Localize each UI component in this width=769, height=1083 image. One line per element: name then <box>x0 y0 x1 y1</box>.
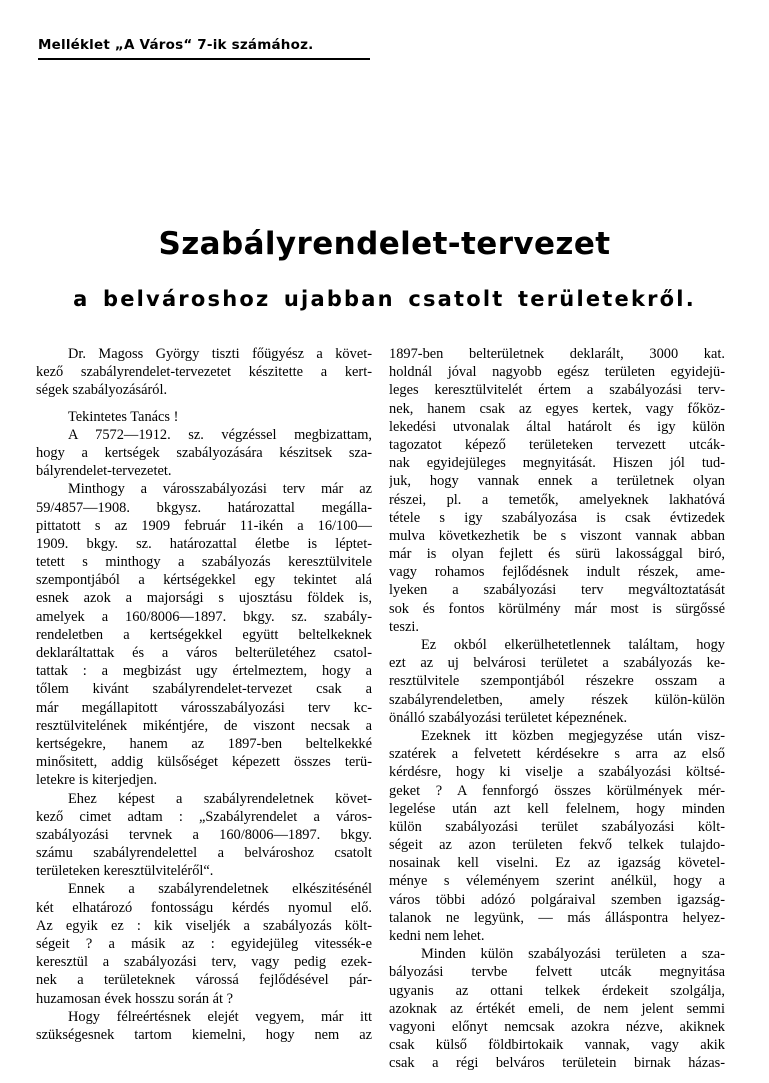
text-line: tétele s igy szabályozása is csak évtizedek <box>389 509 725 526</box>
text-line: Ehez képest a szabályrendeletnek követ- <box>68 790 372 807</box>
text-line: már is olyan fejlett és sürü lakossággal biró, <box>389 546 725 563</box>
text-line: szabályozási tervnek a 160/8006—1897. bkgy. <box>36 826 372 843</box>
text-line: ezt az uj belvárosi területet a szabályozás ke- <box>389 655 725 672</box>
page-header: Melléklet „A Város“ 7-ik számához. <box>38 37 370 60</box>
text-line: szükségesnek tartom kiemelni, hogy nem az <box>36 1026 372 1043</box>
text-line: bályozási tervbe felvett utcák megnyitása <box>389 964 725 981</box>
text-line: talanok ne legyünk, — más álláspontra helyez- <box>389 909 725 926</box>
text-line: Ezeknek itt közben megjegyzése után visz- <box>421 727 725 744</box>
text-line: szabályrendeletben, amely részek külön-külön <box>389 691 725 708</box>
text-line: 1897-ben belterületnek deklarált, 3000 kat. <box>389 346 725 362</box>
text-line: deklaráltattak és a város belterületéhez csatol- <box>36 645 372 661</box>
text-line: Az egyik ez : kik viseljék a szabályozás költ- <box>36 917 372 934</box>
text-line: vagy rohamos fejlődésnek indult részek, ame- <box>389 564 725 581</box>
text-line: ugyanis az ottani telkek érdekeit szolgálja, <box>389 982 725 999</box>
text-line: már megállapitott városszabályozási terv kc- <box>36 699 372 716</box>
text-line: kező szabályrendelet-tervezetet készitette a kert- <box>36 364 372 381</box>
text-line: lekedési utvonalak által határolt és igy külön <box>389 418 725 435</box>
text-line: két elhatározó fontosságu kérdés nyomul elő. <box>36 899 372 916</box>
text-line: holdnál jóval nagyobb egész területen egyidejü- <box>389 364 725 381</box>
text-line: önálló szabályozási területet képeznének. <box>389 709 628 726</box>
text-line: teszi. <box>389 618 419 635</box>
text-line: sok és fontos körülmény már most is sürgőssé <box>389 600 725 617</box>
text-line: kedni nem lehet. <box>389 928 485 944</box>
text-line: ménye s véleményem szerint anélkül, hogy a <box>389 873 725 890</box>
text-line: nak egyidejüleges megnyitását. Hiszen jól tud- <box>389 455 725 472</box>
text-line: számu szabályrendelettel a belvároshoz csatolt <box>36 845 372 862</box>
text-line: kertségekre, hanem az 1897-ben beltelkekké <box>36 735 372 752</box>
text-line: Ennek a szabályrendeletnek elkészitésénél <box>68 881 372 898</box>
text-line: ségeit ? a másik az : egyidejüleg vitessék-e <box>36 936 372 952</box>
text-line: A 7572—1912. sz. végzéssel megbizattam, <box>68 426 372 443</box>
text-line: hogy a kertségek szabályozására készitsek sza- <box>36 444 372 461</box>
text-line: város többi adózó polgáraival szemben igazság- <box>389 891 725 908</box>
text-line: legelése után azt kell felelnem, hogy minden <box>389 800 725 817</box>
text-line: pittatott s az 1909 február 11-ikén a 16/100— <box>36 517 372 534</box>
text-line: Hogy félreértésnek elejét vegyem, már itt <box>68 1008 372 1025</box>
text-line: huzamosan évek hosszu során át ? <box>36 990 234 1007</box>
text-line: szatérek a felvetett kérdésekre s arra az első <box>389 746 725 763</box>
text-line: amelyek a 160/8006—1897. bkgy. sz. szabály- <box>36 608 372 625</box>
text-line: mulva következhetik be s viszont vannak abban <box>389 527 725 544</box>
text-line: leges keresztülvitelét értem a szabályozási terv- <box>389 382 725 399</box>
text-line: nosainak kell viselni. Ez az igazság követel- <box>389 855 725 872</box>
text-line: nek, hanem csak az egyes kertek, vagy főköz- <box>389 400 725 417</box>
text-line: nek a területeknek várossá fejlődésével pár- <box>36 972 372 989</box>
text-line: csak külső földbirtokaik vannak, vagy akik <box>389 1037 725 1054</box>
text-line: külön szabályozási terület szabályozási költ- <box>389 818 725 835</box>
text-line: ségeit az azon területen fekvő telkek tulajdo- <box>389 837 725 854</box>
text-line: tattak : a megbizást ugy értelmeztem, hogy a <box>36 663 372 680</box>
left-text-column <box>36 345 372 1044</box>
text-line: Minthogy a városszabályozási terv már az <box>68 481 372 498</box>
text-line: minősitett, addig külsőséget képezett összes terü- <box>36 754 372 771</box>
text-line: bályrendelet-tervezetet. <box>36 463 172 480</box>
text-line: letekre is kiterjedjen. <box>36 772 158 789</box>
text-line: azoknak az értékét emeli, de nem jelent semmi <box>389 1000 725 1017</box>
text-line: Ez okból elkerülhetetlennek találtam, hogy <box>421 637 725 653</box>
text-line: juk, hogy vannak ennek a területnek olyan <box>389 473 725 490</box>
text-line: Minden külön szabályozási területen a sza- <box>421 946 725 963</box>
text-line: rendeletben a kertségekkel együtt beltelkeknek <box>36 626 372 643</box>
text-line: lyeken a szabályozási terv megváltoztatását <box>389 582 725 599</box>
text-line: területeken keresztülviteléről“. <box>36 863 214 880</box>
right-text-column <box>389 345 725 1073</box>
text-line: részei, pl. a temetők, amelyeknek lakhatóvá <box>389 491 725 508</box>
text-line: 1909. bkgy. sz. határozattal életbe is léptet- <box>36 535 372 552</box>
text-line: vagyoni előnyt nemcsak azokra nézve, akiknek <box>389 1018 725 1035</box>
text-line: 59/4857—1908. bkgysz. határozattal megálla- <box>36 499 372 516</box>
text-line: tetett s minthogy a szabályozás keresztülvitele <box>36 554 372 571</box>
text-line: esnek azok a majorsági s ujosztásu földek is, <box>36 590 372 607</box>
text-line: Tekintetes Tanács ! <box>68 408 179 425</box>
text-line: resztülvitelének mikéntjére, de viszont necsak a <box>36 717 372 734</box>
text-line: tagozatot képező területeken tervezett utcák- <box>389 436 725 453</box>
text-line: resztülvitele szempontjából részekre osszam a <box>389 673 725 690</box>
text-line: Dr. Magoss György tiszti főügyész a követ- <box>68 346 372 362</box>
text-line: geket ? A fennforgó összes körülmények mér- <box>389 782 725 799</box>
text-line: ségek szabályozásáról. <box>36 382 168 399</box>
text-line: szempontjából a kértségekkel egy tekintet alá <box>36 572 372 589</box>
text-line: kező cimet adtam : „Szabályrendelet a város- <box>36 808 372 825</box>
text-line: keresztül a szabályozási terv, vagy pedig ezek- <box>36 954 372 971</box>
text-line: tőlem kivánt szabályrendelet-tervezet csak a <box>36 681 372 698</box>
document-title: Szabályrendelet-tervezet <box>158 226 611 262</box>
document-subtitle: a belvároshoz ujabban csatolt területekről. <box>73 287 696 311</box>
text-line: csak a régi belváros területein birnak házas- <box>389 1055 725 1072</box>
text-line: kérdésre, hogy ki viselje a szabályozási költsé- <box>389 764 725 781</box>
